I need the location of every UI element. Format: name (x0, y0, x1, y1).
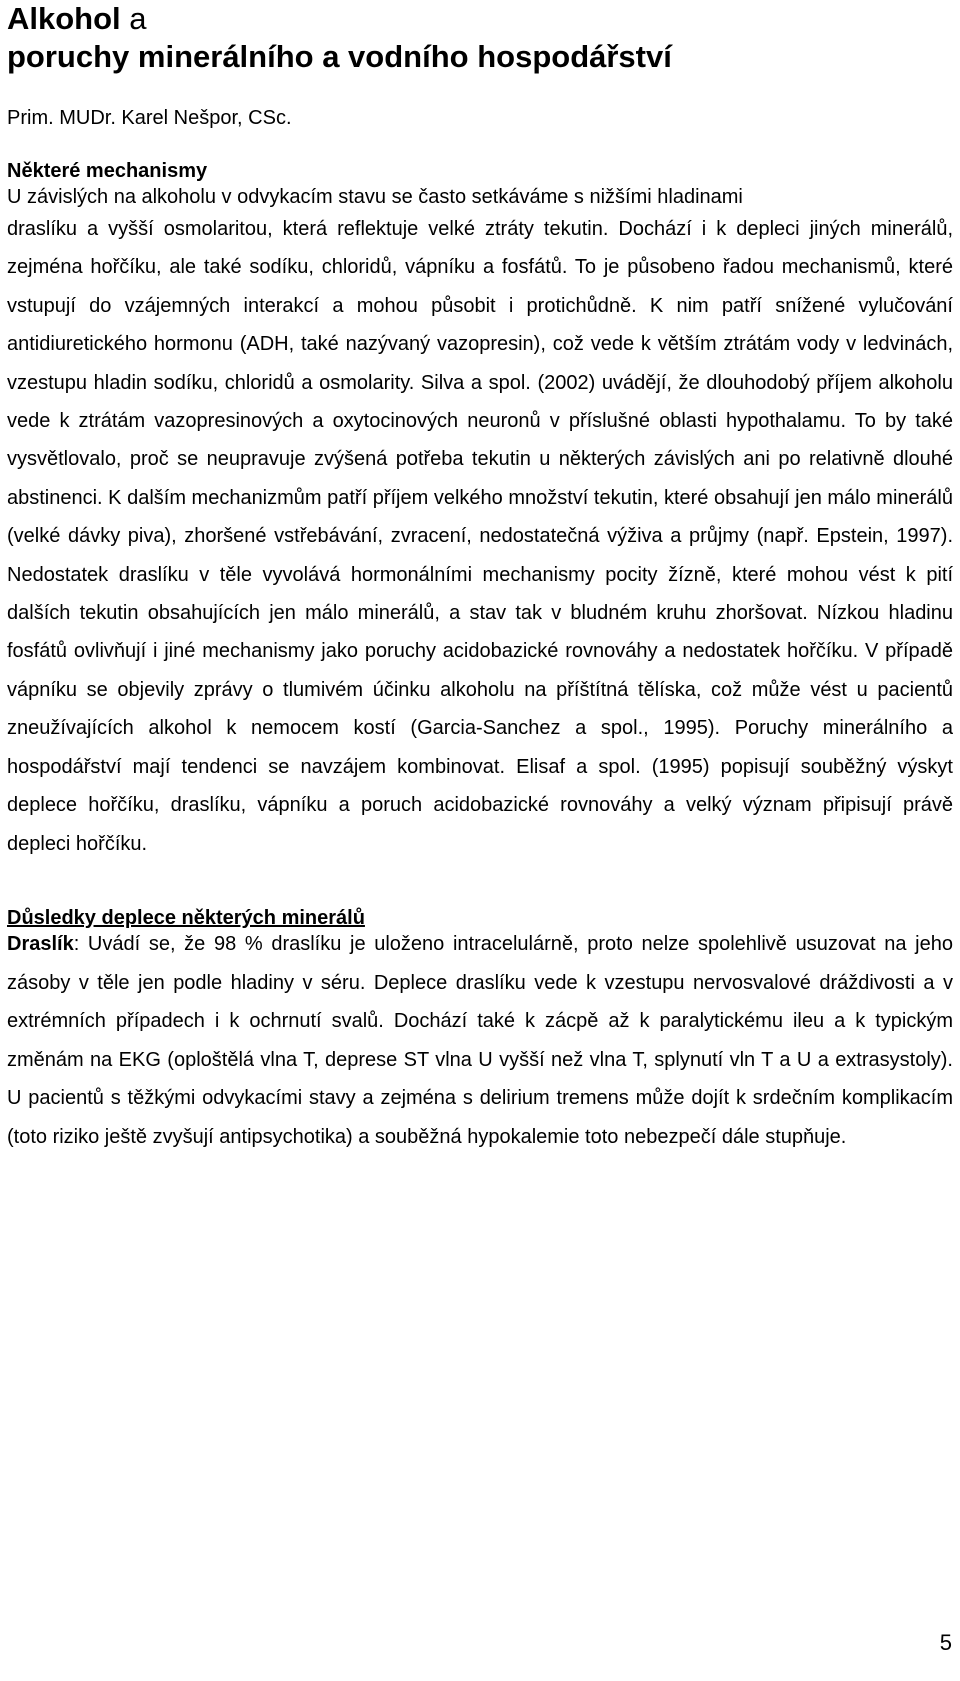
paragraph-body: draslíku a vyšší osmolaritou, která reflektuje velké ztráty tekutin. Dochází i k depleci jiných minerálů, zejména hořčíku, ale také sodíku, chloridů, vápníku a fosfátů. To je působeno řadou mechanismů, které vstupují do vzájemných interakcí a mohou působit i protichůdně. K nim patří snížené vylučování antidiuretického hormonu (ADH, také nazývaný vazopresin), což vede k větším ztrátám vody v ledvinách, vzestupu hladin sodíku, chloridů a osmolarity. Silva a spol. (2002) uvádějí, že dlouhodobý příjem alkoholu vede k ztrátám vazopresinových a oxytocinových neuronů v příslušné oblasti hypothalamu. To by také vysvětlovalo, proč se neupravuje zvýšená potřeba tekutin u některých závislých ani po relativně dlouhé abstinenci. K dalším mechanizmům patří příjem velkého množství tekutin, které obsahují jen málo minerálů (velké dávky piva), zhoršené vstřebávání, zvracení, nedostatečná výživa a průjmy (např. Epstein, 1997). Nedostatek draslíku v těle vyvolává hormonálními mechanismy pocity žízně, které mohou vést k pití dalších tekutin obsahujících jen málo minerálů, a stav tak v bludném kruhu zhoršovat. Nízkou hladinu fosfátů ovlivňují i jiné mechanismy jako poruchy acidobazické rovnováhy a nedostatek hořčíku. V případě vápníku se objevily zprávy o tlumivém účinku alkoholu na příštítná tělíska, což může vést u pacientů zneužívajících alkohol k nemocem kostí (Garcia-Sanchez a spol., 1995). Poruchy minerálního a hospodářství mají tendenci se navzájem kombinovat. Elisaf a spol. (1995) popisují souběžný výskyt deplece hořčíku, draslíku, vápníku a poruch acidobazické rovnováhy a velký význam připisují právě depleci hořčíku. (7, 218, 953, 855)
title-subtitle: poruchy minerálního a vodního hospodářství (7, 39, 672, 74)
title-word: Alkohol (7, 1, 121, 36)
author-line: Prim. MUDr. Karel Nešpor, CSc. (7, 107, 292, 129)
paragraph-first-line: U závislých na alkoholu v odvykacím stavu se často setkáváme s nižšími hladinami (7, 186, 743, 208)
potassium-label: Draslík (7, 932, 74, 955)
section-heading-consequences: Důsledky deplece některých minerálů (7, 906, 365, 929)
section-heading-mechanisms: Některé mechanismy (7, 160, 208, 182)
document-title (7, 0, 953, 76)
title-connector: a (120, 1, 147, 36)
document-page (7, 0, 953, 1156)
page-number: 5 (939, 1630, 952, 1655)
potassium-body: : Uvádí se, že 98 % draslíku je uloženo intracelulárně, proto nelze spolehlivě usuzovat na jeho zásoby v těle jen podle hladiny v séru. Deplece draslíku vede k vzestupu nervosvalové dráždivosti a v extrémních případech i k ochrnutí svalů. Dochází také k zácpě až k paralytickému ileu a k typickým změnám na EKG (oploštělá vlna T, deprese ST vlna U vyšší než vlna T, splynutí vln T a U a extrasystoly). U pacientů s těžkými odvykacími stavy a zejména s delirium tremens může dojít k srdečním komplikacím (toto riziko ještě zvyšují antipsychotika) a souběžná hypokalemie toto nebezpečí dále stupňuje. (7, 932, 953, 1148)
mechanisms-paragraph (7, 184, 953, 863)
potassium-paragraph (7, 925, 953, 1157)
